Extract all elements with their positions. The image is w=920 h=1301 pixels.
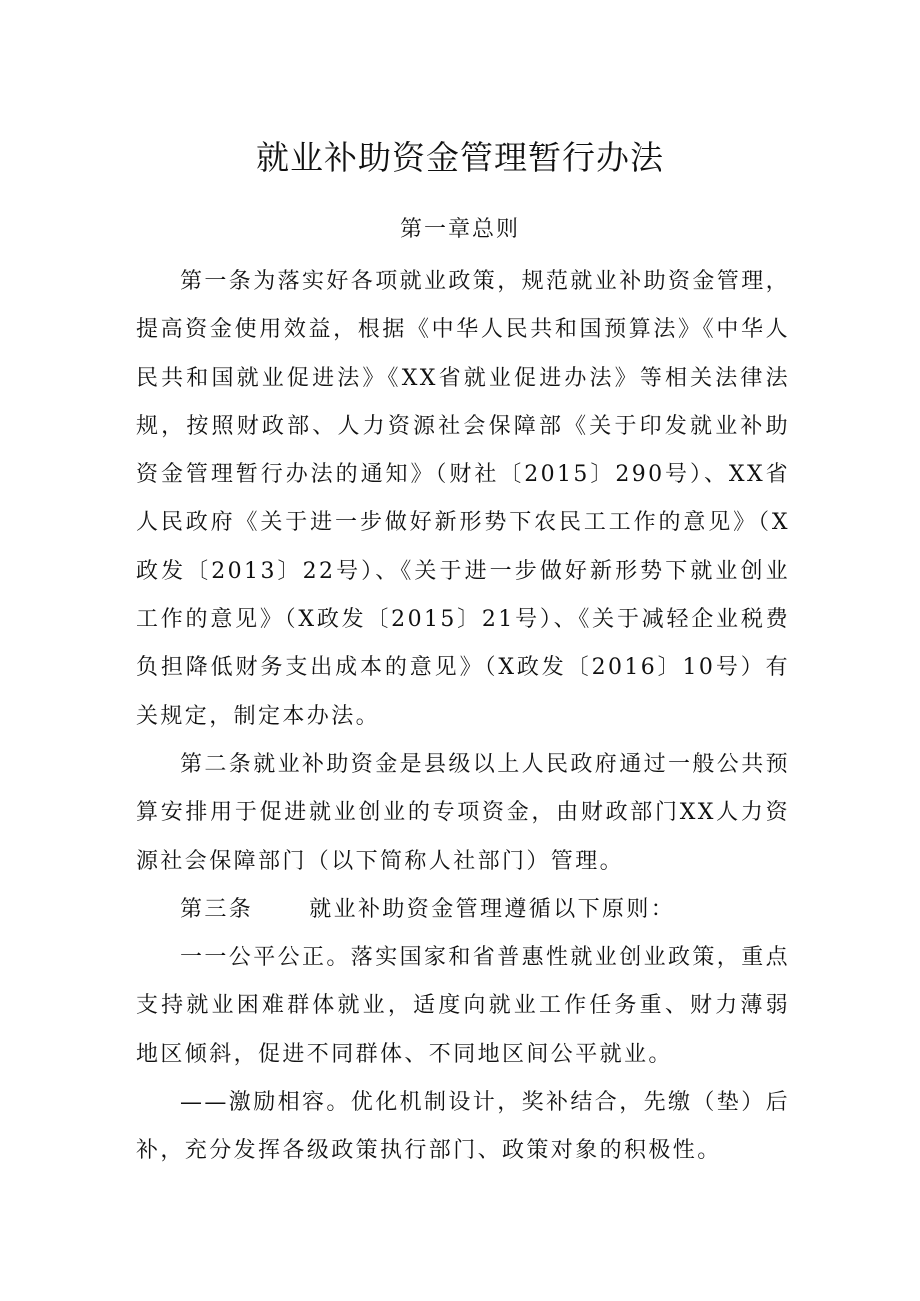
chapter-heading: 第一章总则 [399, 217, 520, 242]
document-title: 就业补助资金管理暂行办法 [256, 138, 664, 178]
article-3-label: 第三条 [180, 896, 254, 922]
article-3-text: 就业补助资金管理遵循以下原则： [309, 896, 676, 922]
article-3-paragraph [136, 886, 790, 934]
document-body [136, 258, 790, 1176]
principle-2-paragraph: ——激励相容。优化机制设计，奖补结合，先缴（垫）后补，充分发挥各级政策执行部门、政策对象的积极性。 [136, 1090, 791, 1164]
article-1-paragraph: 第一条为落实好各项就业政策，规范就业补助资金管理，提高资金使用效益，根据《中华人民共和国预算法》《中华人民共和国就业促进法》《XX省就业促进办法》等相关法律法规，按照财政部、人力资源社会保障部《关于印发就业补助资金管理暂行办法的通知》（财社〔2015〕290号）、XX省人民政府《关于进一步做好新形势下农民工工作的意见》（X政发〔2013〕22号）、《关于进一步做好新形势下就业创业工作的意见》（X政发〔2015〕21号）、《关于减轻企业税费负担降低财务支出成本的意见》（X政发〔2016〕10号）有关规定，制定本办法。 [136, 269, 791, 729]
principle-1-paragraph: 一一公平公正。落实国家和省普惠性就业创业政策，重点支持就业困难群体就业，适度向就业工作任务重、财力薄弱地区倾斜，促进不同群体、不同地区间公平就业。 [136, 945, 791, 1067]
article-2-paragraph: 第二条就业补助资金是县级以上人民政府通过一般公共预算安排用于促进就业创业的专项资金，由财政部门XX人力资源社会保障部门（以下简称人社部门）管理。 [136, 751, 791, 874]
